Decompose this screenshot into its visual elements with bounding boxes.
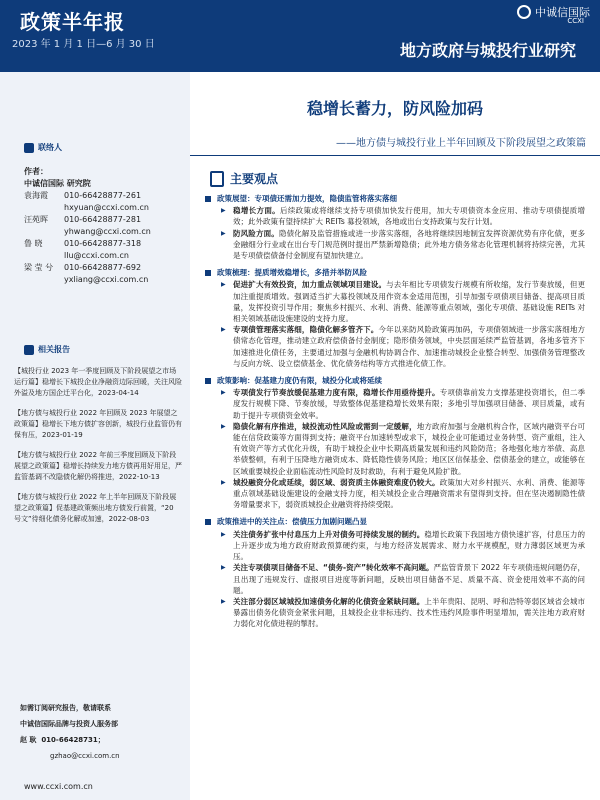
section-title: 政策影响：促基建力度仍有限，城投分化或将延续 (205, 375, 585, 386)
authors-label: 作者： (24, 167, 48, 176)
department: 中诚信国际 研究院 (24, 179, 91, 188)
bullet-text: 隐债化解及监管措施或进一步落实落细，各地将继续因地制宜发挥资源优势有序化债，更多金融细分行业或在出台专门规范例时提出严禁新增隐债；此外地方债务常态化管理机制将持续完善，尤其是专项债偿债备付金制度有望加快建立。 (233, 228, 586, 261)
points-heading (210, 170, 278, 187)
author-phone: 010-66428877-318 (64, 239, 142, 248)
header-bar (0, 0, 600, 72)
author-phone: 010-66428877-692 (64, 263, 142, 272)
author-phone: 010-66428877-281 (64, 215, 142, 224)
bullet-text: 专项债靠前发力支撑基建投资增长，但二季度发行规模下降、节奏放缓，导致整体促基建稳增长效果有限；多地引导加强项目储备、项目质量，或有助于提升专项债资金效率。 (233, 388, 586, 420)
report-type: 政策半年报 (20, 10, 125, 34)
section-title: 政策展望：专项债还需加力提效，隐债监管将落实落细 (205, 193, 585, 204)
author-name: 梁 莹 兮 (24, 263, 54, 272)
bullet-item (205, 477, 585, 511)
subscribe-contact (20, 732, 120, 748)
bullet-text: 地方政府加强与金融机构合作，区域内融资平台可能在信贷政策等方面得到支持；融资平台加速转型或求下，城投企业可能通过业务转型、资产重组，注入有效资产等方式优化升级，有助于城投企业中长期高质量发展和违约风险防范；各地强化地方举债、高息举债整顿，有利于压降地方融资成本、降低隐性债务风险；地区区信保基金、偿债基金的建立，或能够在区域重要城投企业面临流动性风险时及时救助，有利于避免风险扩散。 (233, 421, 585, 476)
contact-phone: 010-66428731； (41, 736, 105, 744)
contact-name: 赵 耿 (20, 736, 37, 744)
bullet-item (205, 596, 585, 630)
author-row (24, 238, 151, 250)
industry-title: 地方政府与城投行业研究 (399, 41, 576, 60)
bullet-item (205, 228, 585, 262)
author-name: 袁海霞 (24, 191, 48, 200)
bullet-lead: 隐债化解有序推进，城投流动性风险或需到一定缓解， (233, 421, 417, 431)
contact-email[interactable]: gzhao@ccxi.com.cn (50, 752, 120, 760)
brand-logo-icon (517, 5, 531, 19)
subscribe-block (20, 700, 120, 764)
related-label: 相关报告 (38, 345, 70, 354)
author-row (24, 190, 151, 202)
bullet-item (205, 529, 585, 563)
bullet-text: 与去年相比专项债发行规模有所收缩，发行节奏放缓，但更加注重提质增效。强调适当扩大募投领域及用作资本金适用范围，引导加强专项债项目储备、提高项目质量，发挥投资引导作用；聚焦乡村振兴、水利、消费、能源等重点领域，强化专项债、基础设施 REITs 对相关领域基础设施建设的支持力度。 (233, 280, 586, 324)
bullet-lead: 稳增长方面。 (233, 206, 280, 216)
author-name: 鲁 晓 (24, 239, 43, 248)
subscribe-line2: 中诚信国际品牌与投资人服务部 (20, 720, 118, 728)
section-title: 政策推进中的关注点：偿债压力加剧问题凸显 (205, 516, 585, 527)
bullet-text: 后续政策或将继续支持专项债加快发行使用，加大专项债资本金应用、推动专项债提质增效；此外政策有望持续扩大 REITs 募投领域，各地或出台支持政策与发行计划。 (233, 206, 586, 227)
author-phone: 010-66428877-261 (64, 191, 142, 200)
section (205, 267, 585, 369)
subscribe-line1: 如需订阅研究报告，敬请联系 (20, 704, 111, 712)
author-email: yxliang@ccxi.com.cn (64, 275, 149, 284)
bullet-lead: 关注专项债项目储备不足、“债务-资产”转化效率不高问题。 (233, 563, 434, 573)
bullet-item (205, 421, 585, 477)
section-title: 政策梳理：提质增效稳增长，多措并举防风险 (205, 267, 585, 278)
sidebar (0, 72, 190, 800)
brand-en: CCXI (567, 17, 584, 25)
bullet-lead: 城投融资分化或延续，弱区域、弱资质主体融资难度仍较大。 (233, 477, 440, 487)
related-report[interactable]: 【城投行业 2023 年一季度回顾及下阶段展望之市场运行篇】稳增长下城投企业净融资边际回暖，关注风险外溢及地方国企迁平台化，2023-04-14 (14, 367, 182, 397)
doc-title: 稳增长蓄力，防风险加码 (306, 99, 483, 118)
bullet-lead: 防风险方面。 (233, 228, 279, 238)
authors-block (24, 166, 151, 286)
bullet-lead: 关注部分弱区域城投加速债务化解的化债资金紧缺问题。 (233, 596, 425, 606)
bullet-item (205, 205, 585, 227)
bullet-text: 政策加大对乡村振兴、水利、消费、能源等重点领域基础设施建设的金融支持力度，相关城投企业合理融资需求有望得到支持。但在坚决遏制隐性债务增量要求下，弱资质城投企业融资将持续受限。 (233, 477, 586, 510)
person-icon (24, 143, 34, 153)
points-heading-label: 主要观点 (230, 172, 279, 186)
doc-subtitle: ——地方债与城投行业上半年回顾及下阶段展望之政策篇 (336, 138, 586, 149)
bullet-lead: 促进扩大有效投资，加力重点领域项目建设。 (233, 280, 387, 290)
section (205, 516, 585, 629)
bullet-text: 上半年贵阳、昆明、呼和浩特等弱区域省会城市暴露出债务化债资金紧张问题，且城投企业非标违约、技术性违约风险事件明显增加，需关注地方政府财力弱化对化债进程的掣肘。 (233, 596, 586, 629)
author-name: 汪苑晖 (24, 215, 48, 224)
bullet-text: 今年以来防风险政策再加码，专项债领域进一步落实落细地方债常态化管理，推动建立政府偿债备付金制度；隐形债务领域，中央层面延续严监管基调，各地多管齐下加速推进化债任务，主要通过加强与金融机构协调合作、加速推动城投企业整合转型、加强债务管理整改与反向方统、设立偿债基金、优化债务结构等方式推进化债工作。 (233, 325, 586, 368)
author-email: yhwang@ccxi.com.cn (64, 227, 151, 236)
site-url[interactable]: www.ccxi.com.cn (24, 782, 93, 791)
author-row (24, 214, 151, 226)
bullet-lead: 专项债发行节奏放缓促基建力度有限，稳增长作用亟待提升。 (233, 388, 440, 398)
section (205, 375, 585, 510)
related-report[interactable]: 【地方债与城投行业 2022 年回顾及 2023 年展望之政策篇】稳增长下地方债扩容创新，城投行业监管仍有保有压，2023-01-19 (14, 409, 182, 439)
author-row (24, 262, 151, 274)
bullet-item (205, 279, 585, 324)
bullet-item (205, 562, 585, 596)
contacts-heading (24, 142, 62, 153)
related-reports (14, 366, 182, 534)
brand-name: 中诚信国际 (535, 6, 590, 19)
bullet-lead: 专项债管理落实落细，隐债化解多管齐下。 (233, 325, 379, 335)
author-email: hxyuan@ccxi.com.cn (64, 203, 149, 212)
bullet-item (205, 387, 585, 421)
report-date: 2023 年 1 月 1 日—6 月 30 日 (12, 39, 155, 50)
author-email: llu@ccxi.com.cn (64, 251, 129, 260)
bullet-item (205, 324, 585, 369)
document-icon (24, 345, 34, 355)
main-body (205, 193, 585, 636)
section (205, 193, 585, 261)
related-heading (24, 344, 70, 355)
related-report[interactable]: 【地方债与城投行业 2022 年前三季度回顾及下阶段展望之政策篇】稳增长持续发力地方债再用好用足，严监管基调不改隐债化解仍将推进，2022-10-13 (14, 451, 182, 481)
contacts-label: 联络人 (38, 143, 62, 152)
document-icon (210, 171, 224, 187)
bullet-text: 稳增长政策下我国地方债快速扩容，付息压力的上升逐步成为地方政府财政预算硬约束，与地方经济发展需求、财力水平规模配，财力薄弱区域更为承压。 (233, 529, 586, 562)
bullet-text: 严监管背景下 2022 年专项债违规问题仍存，且出现了违规发行、虚报项目进度等新问题，反映出项目储备不足、质量不高、资金使用效率不高的问题。 (233, 563, 585, 595)
title-divider (190, 155, 600, 156)
bullet-lead: 关注债务扩张中付息压力上升对债务可持续发展的制约。 (233, 529, 425, 539)
related-report[interactable]: 【地方债与城投行业 2022 年上半年回顾及下阶段展望之政策篇】促基建政策频出地方债发行前置，“20 号文”待细化债务化解或加速，2022-08-03 (14, 493, 177, 523)
